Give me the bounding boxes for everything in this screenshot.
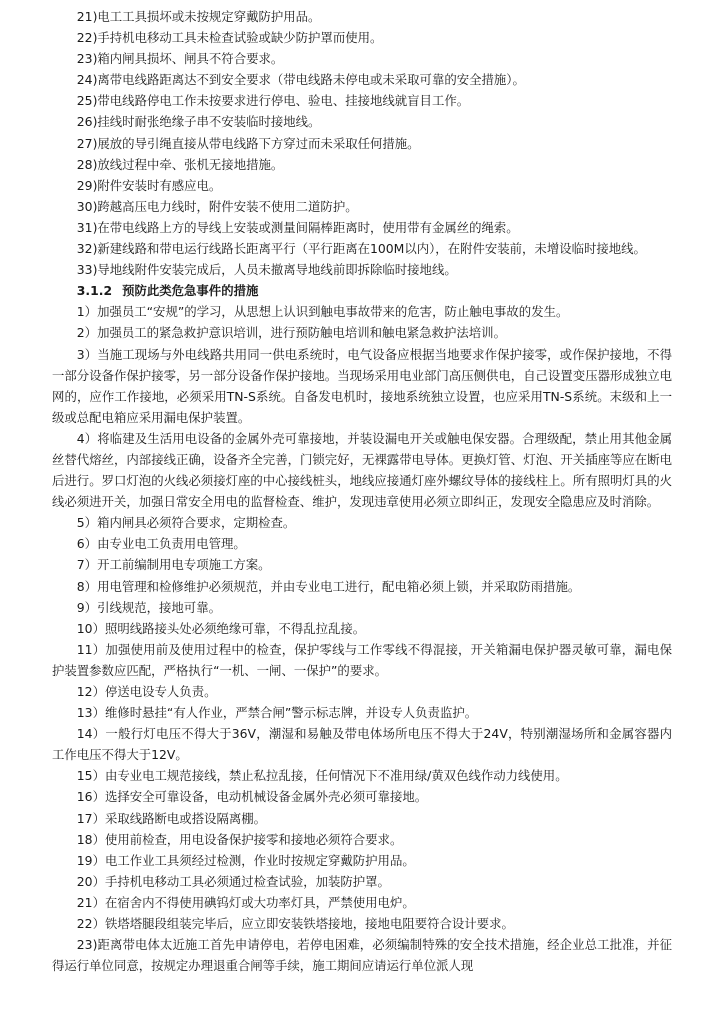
list-item: 25)带电线路停电工作未按要求进行停电、验电、挂接地线就盲目工作。 [76,93,470,109]
list-item: 1）加强员工“安规”的学习，从思想上认识到触电事故带来的危害，防止触电事故的发生。 [76,304,569,320]
section-heading [52,280,672,301]
list-item: 27)展放的导引绳直接从带电线路下方穿过而未采取任何措施。 [76,135,420,151]
list-item: 5）箱内闸具必须符合要求，定期检查。 [76,515,296,531]
list-item: 30)跨越高压电力线时，附件安装不使用二道防护。 [76,198,358,214]
list-item: 24)离带电线路距离达不到安全要求（带电线路未停电或未采取可靠的安全措施）。 [76,72,525,88]
list-item: 20）手持机电移动工具必须通过检查试验，加装防护罩。 [76,873,390,889]
hazard-list [52,6,672,280]
list-item: 21）在宿舍内不得使用碘钨灯或大功率灯具，严禁使用电炉。 [76,894,415,910]
list-item: 29)附件安装时有感应电。 [76,177,222,193]
list-item: 9）引线规范，接地可靠。 [76,599,221,615]
measure-list [52,301,672,976]
list-item: 18）使用前检查，用电设备保护接零和接地必须符合要求。 [76,831,403,847]
list-item: 31)在带电线路上方的导线上安装或测量间隔棒距离时，使用带有金属丝的绳索。 [76,219,519,235]
list-item: 15）由专业电工规范接线，禁止私拉乱接，任何情况下不准用绿/黄双色线作动力线使用。 [76,768,568,784]
list-item: 12）停送电设专人负责。 [76,684,217,699]
list-item: 19）电工作业工具须经过检测，作业时按规定穿戴防护用品。 [76,852,415,868]
list-item: 16）选择安全可靠设备，电动机械设备金属外壳必须可靠接地。 [76,789,428,805]
list-item: 32)新建线路和带电运行线路长距离平行（平行距离在100M以内），在附件安装前，未增设临时接地线。 [76,241,646,257]
section-number: 3.1.2 [76,283,113,299]
list-item: 22)手持机电移动工具未检查试验或缺少防护罩而使用。 [76,30,383,46]
list-item: 17）采取线路断电或搭设隔离棚。 [76,810,267,826]
list-item: 8）用电管理和检修维护必须规范，并由专业电工进行，配电箱必须上锁，并采取防雨措施。 [76,578,581,594]
list-item: 13）维修时悬挂“有人作业，严禁合闸”警示标志牌，并设专人负责监护。 [76,705,478,721]
list-item: 10）照明线路接头处必须绝缘可靠，不得乱拉乱接。 [76,620,366,636]
list-item: 11）加强使用前及使用过程中的检查，保护零线与工作零线不得混接，开关箱漏电保护器灵敏可靠，漏电保护装置参数应匹配，严格执行“一机、一闸、一保护”的要求。 [52,641,672,678]
list-item: 28)放线过程中牵、张机无接地措施。 [76,156,284,172]
list-item: 21)电工工具损坏或未按规定穿戴防护用品。 [76,9,321,24]
list-item: 22）铁塔塔腿段组装完毕后，应立即安装铁塔接地，接地电阻要符合设计要求。 [76,916,514,932]
list-item: 23)距离带电体太近施工首先申请停电，若停电困难，必须编制特殊的安全技术措施，经企业总工批准，并征得运行单位同意，按规定办理退重合闸等手续，施工期间应请运行单位派人现 [52,937,672,974]
list-item: 6）由专业电工负责用电管理。 [76,536,246,552]
list-item: 4）将临建及生活用电设备的金属外壳可靠接地，并装设漏电开关或触电保安器。合理级配，禁止用其他金属丝替代熔丝，内部接线正确，设备齐全完善，门锁完好，无裸露带电导体。更换灯管、灯泡、开关插座等应在断电后进行。罗口灯泡的火线必须接灯座的中心接线桩头，地线应接通灯座外螺纹导体的接线柱上。所有照明灯具的火线必须进开关，加强日常安全用电的监督检查、维护，发现违章使用必须立即纠正，发现安全隐患应及时消除。 [52,430,672,510]
list-item: 26)挂线时耐张绝缘子串不安装临时接地线。 [76,114,321,130]
list-item: 2）加强员工的紧急救护意识培训，进行预防触电培训和触电紧急救护法培训。 [76,325,506,341]
list-item: 33)导地线附件安装完成后，人员未撤离导地线前即拆除临时接地线。 [76,262,457,278]
list-item: 7）开工前编制用电专项施工方案。 [76,557,271,573]
list-item: 14）一般行灯电压不得大于36V，潮湿和易触及带电体场所电压不得大于24V，特别潮湿场所和金属容器内工作电压不得大于12V。 [52,726,672,763]
section-title: 预防此类危急事件的措施 [122,283,259,299]
list-item: 3）当施工现场与外电线路共用同一供电系统时，电气设备应根据当地要求作保护接零，或作保护接地，不得一部分设备作保护接零，另一部分设备作保护接地。当现场采用电业部门高压侧供电，自己设置变压器形成独立电网的，应作工作接地，必须采用TN-S系统。自备发电机时，接地系统独立设置，也应采用TN-S系统。末级和上一级或总配电箱应采用漏电保护装置。 [52,346,672,425]
list-item: 23)箱内闸具损坏、闸具不符合要求。 [76,51,284,67]
